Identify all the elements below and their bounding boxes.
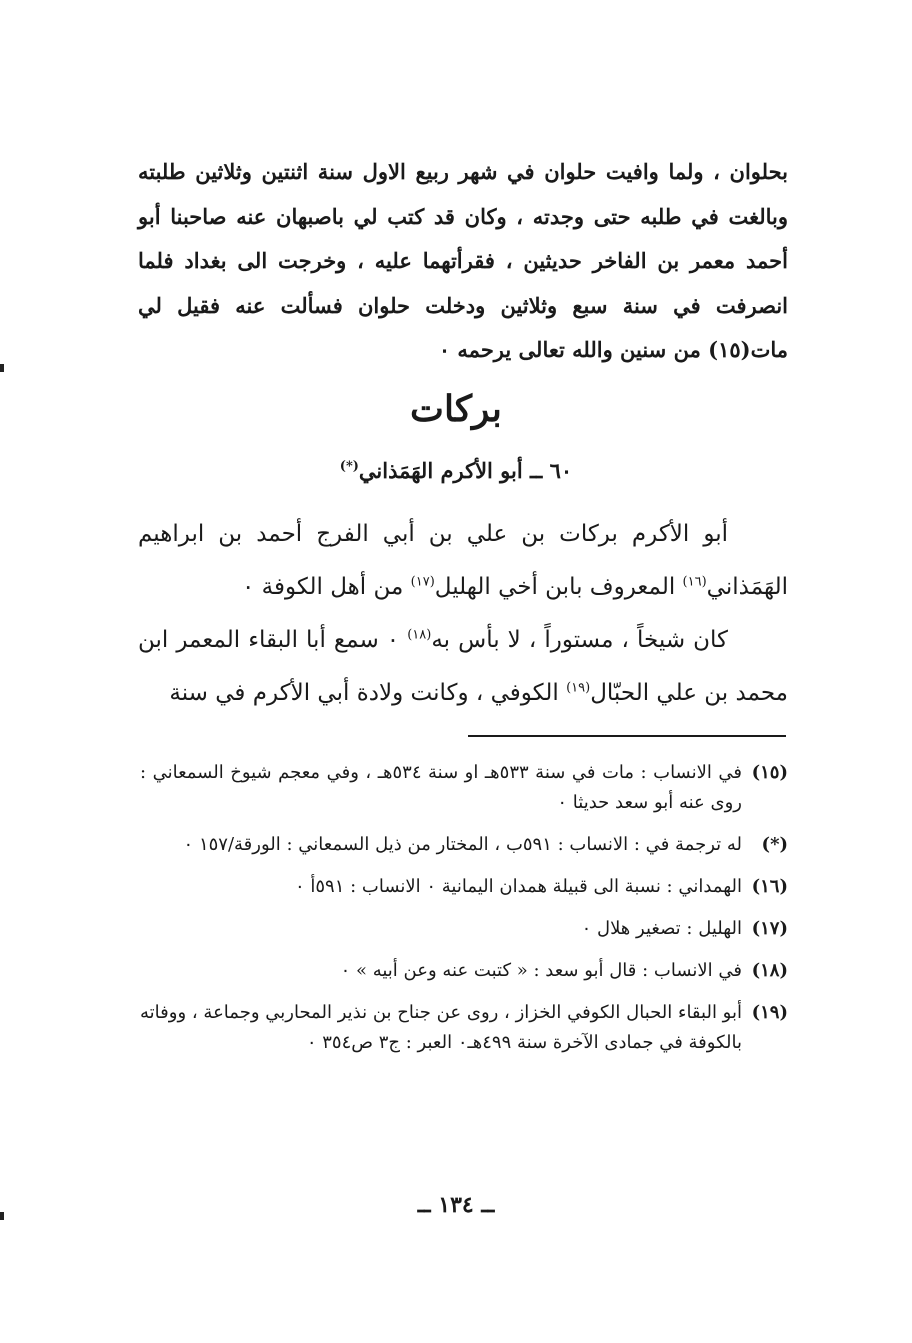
entry-paragraph-1-part-b: المعروف بابن أخي الهليل (434, 574, 683, 600)
entry-paragraph-2 (138, 614, 788, 720)
continuation-paragraph: بحلوان ، ولما وافيت حلوان في شهر ربيع الاول سنة اثنتين وثلاثين طلبته وبالغت في طلبه حتى وجدته ، وكان قد كتب لي باصبهان عنه صاحبنا أبو أحمد معمر بن الفاخر حديثين ، فقرأتهما عليه ، وخرجت الى بغداد فلما انصرفت في سنة سبع وثلاثين ودخلت حلوان فسألت عنه فقيل لي مات(١٥) من سنين والله تعالى يرحمه ٠ (138, 159, 788, 362)
section-title: بركات (410, 388, 502, 430)
footnote-17 (140, 914, 788, 944)
footnote-ref-18: (١٨) (407, 627, 432, 643)
footnote-16 (140, 872, 788, 902)
footnote-number: (١٨) (751, 960, 788, 981)
footnote-15 (140, 758, 788, 818)
entry-paragraph-1 (138, 508, 788, 614)
page-number: ــ ١٣٤ ــ (417, 1192, 495, 1218)
entry-heading-text: ٦٠ ــ أبو الأكرم الهَمَذاني (358, 458, 573, 483)
footnote-text: أبو البقاء الحبال الكوفي الخزاز ، روى عن جناح بن نذير المحاربي وجماعة ، ووفاته بالكوفة في جمادى الآخرة سنة ٤٩٩هـ٠ العبر : ج٣ ص٣٥٤ ٠ (140, 1002, 742, 1053)
footnote-text: الهمداني : نسبة الى قبيلة همدان اليمانية ٠ الانساب : ٥٩١أ ٠ (294, 876, 742, 897)
entry-paragraph-2-part-a: كان شيخاً ، مستوراً ، لا بأس به (431, 627, 728, 653)
footnote-number: (١٦) (751, 876, 788, 897)
footnotes-list (140, 758, 788, 1070)
entry-paragraph-2-part-c: الكوفي ، وكانت ولادة أبي الأكرم في سنة (169, 680, 567, 706)
footnote-text: له ترجمة في : الانساب : ٥٩١ب ، المختار من ذيل السمعاني : الورقة/١٥٧ ٠ (183, 834, 742, 855)
footnote-ref-19: (١٩) (566, 680, 591, 696)
footnote-text: في الانساب : مات في سنة ٥٣٣هـ او سنة ٥٣٤هـ ، وفي معجم شيوخ السمعاني : روى عنه أبو سعد حديثا ٠ (140, 762, 742, 813)
footnote-text: الهليل : تصغير هلال ٠ (581, 918, 742, 939)
entry-heading (0, 458, 912, 483)
footnote-ref-16: (١٦) (682, 574, 707, 590)
entry-body (138, 508, 788, 720)
footnote-text: في الانساب : قال أبو سعد : « كتبت عنه وعن أبيه » ٠ (340, 960, 742, 981)
entry-paragraph-1-part-a: أبو الأكرم بركات بن علي بن أبي الفرج أحمد بن ابراهيم الهَمَذاني (138, 521, 788, 600)
footnote-ref-17: (١٧) (410, 574, 435, 590)
footnote-19 (140, 998, 788, 1058)
footnote-separator (468, 735, 786, 737)
footnote-number: (*) (761, 834, 788, 855)
entry-heading-footnote-mark: (*) (339, 459, 359, 474)
footnote-number: (١٥) (751, 762, 788, 783)
entry-paragraph-1-part-c: من أهل الكوفة ٠ (241, 574, 411, 600)
scan-edge-mark (0, 1212, 4, 1220)
footnote-star (140, 830, 788, 860)
scan-edge-mark (0, 364, 4, 372)
footnote-18 (140, 956, 788, 986)
entry-paragraph-2-part-b: ٠ سمع أبا البقاء المعمر ابن محمد بن علي الحبّال (138, 627, 788, 706)
footnote-number: (١٧) (751, 918, 788, 939)
footnote-number: (١٩) (751, 1002, 788, 1023)
